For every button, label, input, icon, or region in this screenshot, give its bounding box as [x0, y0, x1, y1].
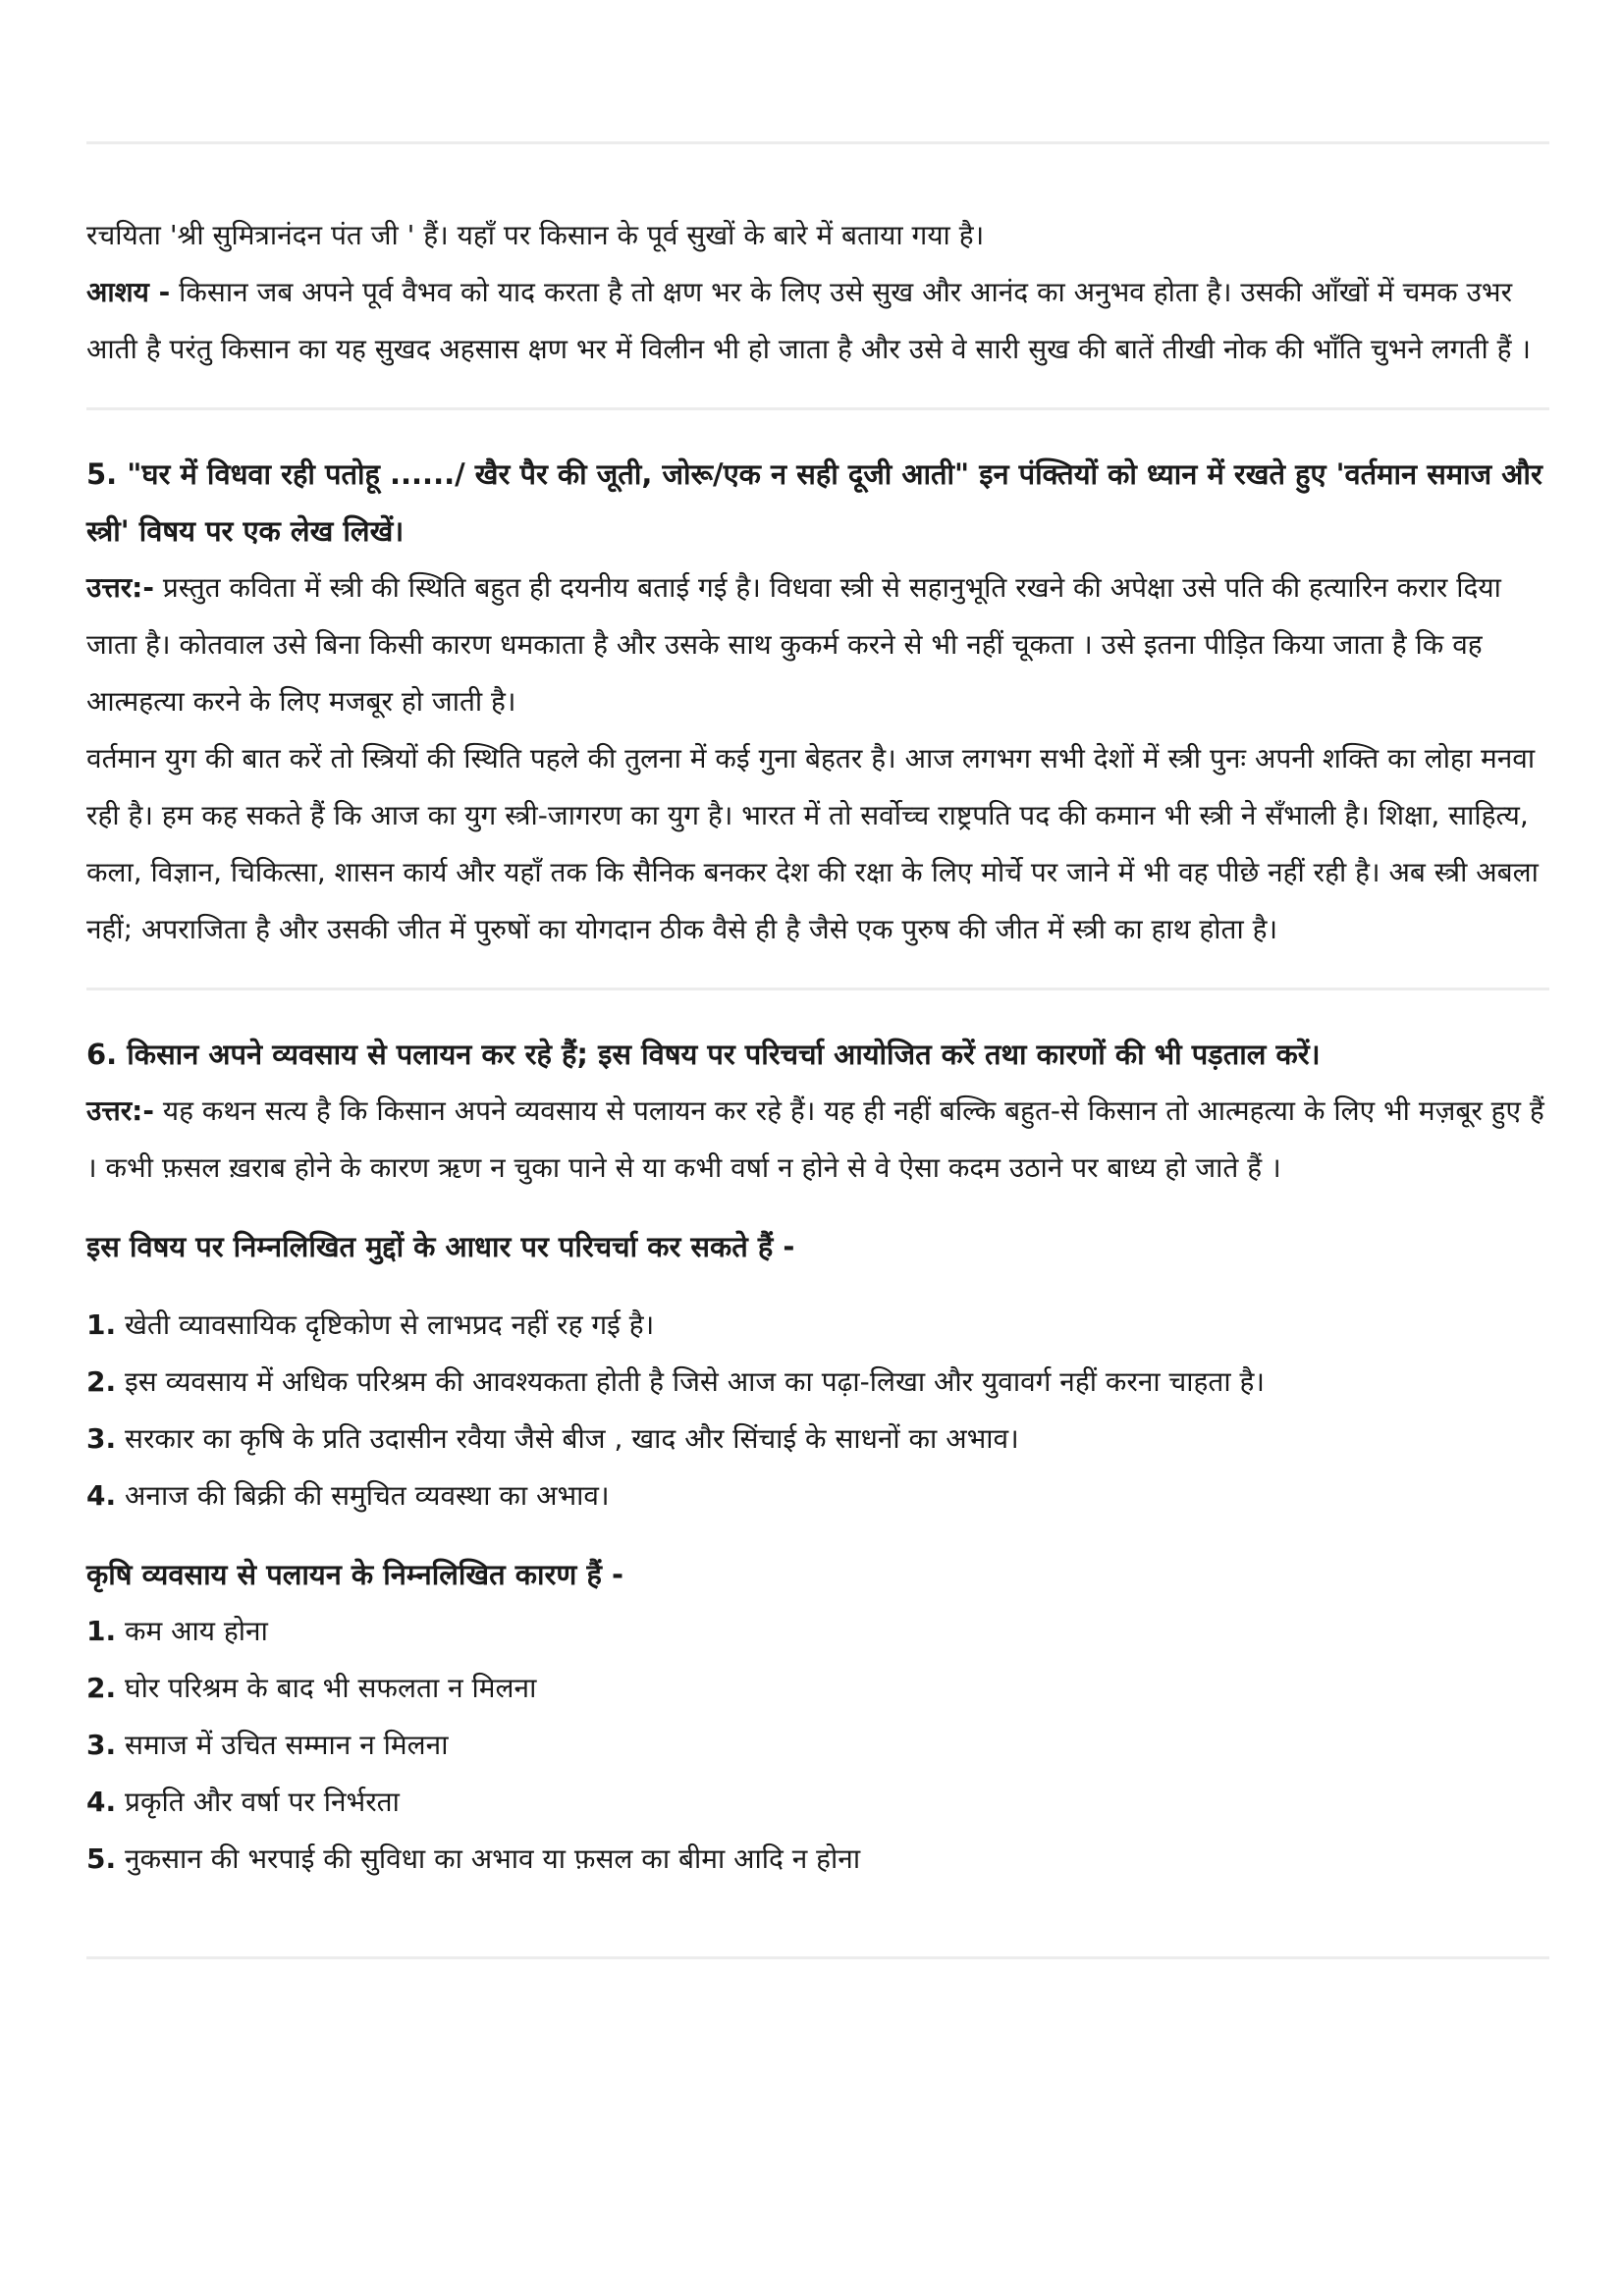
- list-item: 4. प्रकृति और वर्षा पर निर्भरता: [86, 1786, 400, 1818]
- answer-5-paragraph-2: वर्तमान युग की बात करें तो स्त्रियों की स्थिति पहले की तुलना में कई गुना बेहतर है। आज लगभग सभी देशों में स्त्री पुनः अपनी शक्ति का लोहा मनवा रही है। हम कह सकते हैं कि आज का युग स्त्री-जागरण का युग है। भारत में तो सर्वोच्च राष्ट्रपति पद की कमान भी स्त्री ने सँभाली है। शिक्षा, साहित्य, कला, विज्ञान, चिकित्सा, शासन कार्य और यहाँ तक कि सैनिक बनकर देश की रक्षा के लिए मोर्चे पर जाने में भी वह पीछे नहीं रही है। अब स्त्री अबला नहीं; अपराजिता है और उसकी जीत में पुरुषों का योगदान ठीक वैसे ही है जैसे एक पुरुष की जीत में स्त्री का हाथ होता है।: [86, 742, 1539, 945]
- answer-label: उत्तर:-: [86, 571, 154, 604]
- list-item: 5. नुकसान की भरपाई की सुविधा का अभाव या फ़सल का बीमा आदि न होना: [86, 1842, 861, 1875]
- divider: [86, 141, 1549, 144]
- list-item: 4. अनाज की बिक्री की समुचित व्यवस्था का अभाव।: [86, 1479, 610, 1512]
- answer-5-text-1: प्रस्तुत कविता में स्त्री की स्थिति बहुत ही दयनीय बताई गई है। विधवा स्त्री से सहानुभूति रखने की अपेक्षा उसे पति की हत्यारिन करार दिया जाता है। कोतवाल उसे बिना किसी कारण धमकाता है और उसके साथ कुकर्म करने से भी नहीं चूकता । उसे इतना पीड़ित किया जाता है कि वह आत्महत्या करने के लिए मजबूर हो जाती है।: [86, 571, 1501, 718]
- section-4-tail: [86, 207, 1549, 378]
- answer-5-paragraph-1: [86, 560, 1549, 730]
- aashay-label: आशय -: [86, 276, 171, 308]
- question-5-heading: 5. "घर में विधवा रही पतोहू ....../ खैर पैर की जूती, जोरू/एक न सही दूजी आती" इन पंक्तियों को ध्यान में रखते हुए 'वर्तमान समाज और स्त्री' विषय पर एक लेख लिखें।: [86, 457, 1542, 548]
- reasons-list: [86, 1603, 1549, 1888]
- document-page: [86, 0, 1549, 1959]
- list-item: 3. सरकार का कृषि के प्रति उदासीन रवैया जैसे बीज , खाद और सिंचाई के साधनों का अभाव।: [86, 1422, 1019, 1455]
- author-line: रचयिता 'श्री सुमित्रानंदन पंत जी ' हैं। यहाँ पर किसान के पूर्व सुखों के बारे में बताया गया है।: [86, 219, 985, 251]
- list-item: 2. इस व्यवसाय में अधिक परिश्रम की आवश्यकता होती है जिसे आज का पढ़ा-लिखा और युवावर्ग नहीं करना चाहता है।: [86, 1365, 1266, 1398]
- answer-6-text: यह कथन सत्य है कि किसान अपने व्यवसाय से पलायन कर रहे हैं। यह ही नहीं बल्कि बहुत-से किसान तो आत्महत्या के लिए भी मज़बूर हुए हैं । कभी फ़सल ख़राब होने के कारण ऋण न चुका पाने से या कभी वर्षा न होने से वे ऐसा कदम उठाने पर बाध्य हो जाते हैं ।: [86, 1095, 1544, 1184]
- discussion-points-heading: इस विषय पर निम्नलिखित मुद्दों के आधार पर परिचर्चा कर सकते हैं -: [86, 1230, 795, 1263]
- divider: [86, 988, 1549, 990]
- divider: [86, 1956, 1549, 1959]
- reasons-heading: कृषि व्यवसाय से पलायन के निम्नलिखित कारण हैं -: [86, 1558, 624, 1591]
- discussion-points-list: [86, 1297, 1549, 1524]
- answer-6-paragraph: [86, 1083, 1549, 1197]
- question-6-heading: 6. किसान अपने व्यवसाय से पलायन कर रहे हैं; इस विषय पर परिचर्चा आयोजित करें तथा कारणों की भी पड़ताल करें।: [86, 1038, 1321, 1071]
- list-item: 1. खेती व्यावसायिक दृष्टिकोण से लाभप्रद नहीं रह गई है।: [86, 1308, 655, 1341]
- aashay-text: किसान जब अपने पूर्व वैभव को याद करता है तो क्षण भर के लिए उसे सुख और आनंद का अनुभव होता है। उसकी आँखों में चमक उभर आती है परंतु किसान का यह सुखद अहसास क्षण भर में विलीन भी हो जाता है और उसे वे सारी सुख की बातें तीखी नोक की भाँति चुभने लगती हैं ।: [86, 276, 1532, 365]
- divider: [86, 407, 1549, 410]
- question-5-block: [86, 446, 1549, 958]
- list-item: 2. घोर परिश्रम के बाद भी सफलता न मिलना: [86, 1672, 537, 1704]
- answer-label: उत्तर:-: [86, 1095, 154, 1127]
- list-item: 1. कम आय होना: [86, 1615, 268, 1647]
- aashay-paragraph: [86, 264, 1549, 378]
- list-item: 3. समाज में उचित सम्मान न मिलना: [86, 1729, 449, 1761]
- question-6-block: [86, 1026, 1549, 1888]
